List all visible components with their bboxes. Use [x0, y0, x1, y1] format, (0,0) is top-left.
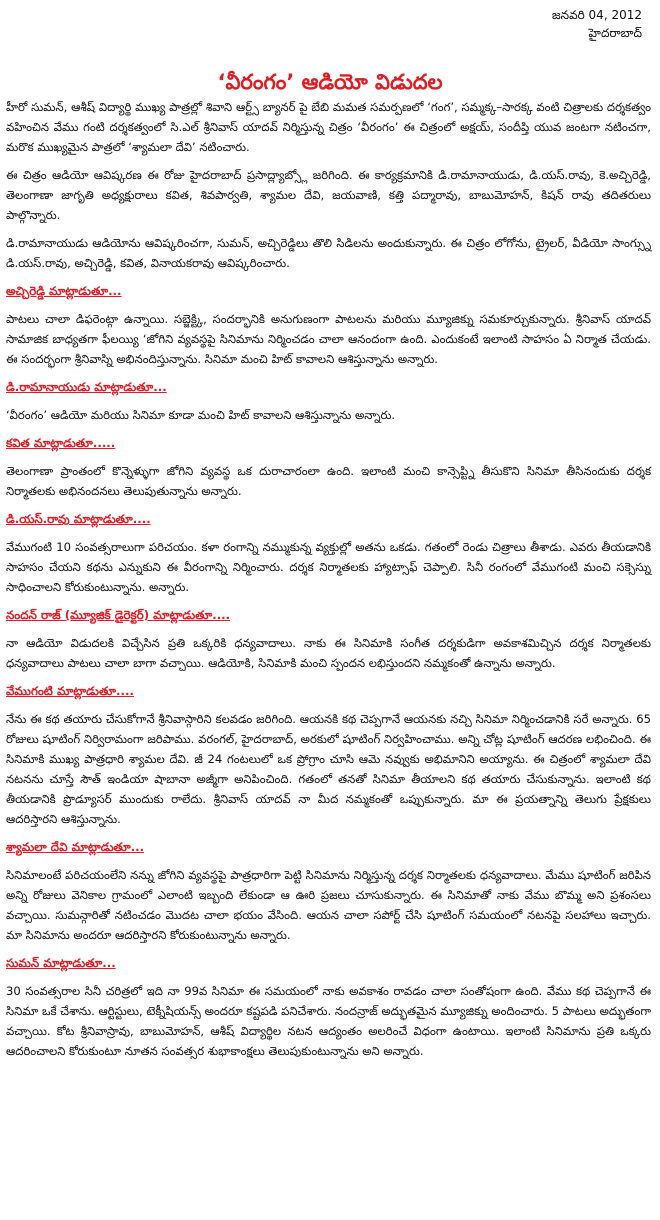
speaker-heading-text: శ్యామలా దేవి మాట్లాడుతూ...	[6, 840, 145, 854]
paragraph: హీరో సుమన్, ఆశీష్ విద్యార్థి ముఖ్య పాత్రల్లో శివాని ఆర్ట్స్ బ్యానర్ పై బేబి మమత సమర్పణలో ‘గంగ’, సమ్మక్క–సారక్క వంటి చిత్రాలకు దర్శకత్వం వహించిన వేము గంటి దర్శకత్వంలో సి.ఎల్ శ్రీనివాస్ యాదవ్ నిర్మిస్తున్న చిత్రం ‘వీరంగం’ ఈ చిత్రంలో అక్షయ్, సందీప్తి యువ జంటగా నటించగా, మరొక ముఖ్యమైన పాత్రలో ‘శ్యామలా దేవి’ నటించారు.	[6, 100, 651, 154]
paragraph: తెలంగాణా ప్రాంతంలో కొన్నెళ్ళుగా జోగిని వ్యవస్థ ఒక దురాచారంలా ఉంది. ఇలాంటి మంచి కాన్సెప్ట్ని తీసుకొని సినిమా తీసినందుకు దర్శక నిర్మాతలకు అభినందనలు తెలుపుతున్నాను అన్నారు.	[6, 464, 651, 498]
article-place: హైదరాబాద్	[588, 26, 642, 40]
paragraph: సినిమాలంటే పరిచయంలేని నన్ను జోగిని వ్యవస్థపై పాత్రధారిగా పెట్టి సినిమాను నిర్మిస్తున్న దర్శక నిర్మాతలకు ధన్యవాదాలు. మేము షూటింగ్ జరిపిన అన్ని రోజులు వెనికాల గ్రామంలో ఎలాంటి ఇబ్బంది లేకుండా ఆ ఊరి ప్రజలు చూసుకున్నారు. ఈ సినిమాతో నాకు వేము బొమ్మ అని ప్రశంసలు వచ్చాయి. సుమన్గారితో నటించడం మొదట చాలా భయం వేసింది. ఆయన చాలా సపోర్ట్ చేసి షూటింగ్ సమయంలో నటనపై సలహాలు ఇచ్చారు. మా సినిమాను అందరూ ఆదరిస్తారని కోరుకుంటున్నాను అన్నారు.	[6, 868, 651, 942]
speaker-heading	[6, 681, 651, 701]
paragraph: ‘వీరంగం’ ఆడియో మరియు సినిమా కూడా మంచి హిట్ కావాలని ఆశిస్తున్నాను అన్నారు.	[6, 408, 396, 422]
speaker-heading-text: నందన్ రాజ్ (మ్యూజిక్ డైరెక్టర్) మాట్లాడుతూ....	[6, 608, 231, 622]
article-body	[6, 97, 651, 1069]
speaker-heading	[6, 433, 651, 453]
speaker-heading-text: కవిత మాట్లాడుతూ.....	[6, 436, 116, 450]
speaker-heading	[6, 509, 651, 529]
article-title: ‘వీరంగం’ ఆడియో విడుదల	[217, 70, 443, 94]
article-date: జనవరి 04, 2012	[551, 8, 642, 22]
paragraph: డి.రామానాయుడు ఆడియోను ఆవిష్కరించగా, సుమన్, అచ్చిరెడ్డిలు తొలి సిడిలను అందుకున్నారు. ఈ చిత్రం లోగోను, ట్రైలర్, వీడియో సాంగ్స్ను డి.యస్.రావు, అచ్చిరెడ్డి, కవిత, వినాయకరావు ఆవిష్కరించారు.	[6, 236, 651, 270]
speaker-heading	[6, 837, 651, 857]
paragraph: నేను ఈ కథ తయారు చేసుకోగానే శ్రీనివాస్గారిని కలవడం జరిగింది. ఆయనకి కథ చెప్పగానే ఆయనకు నచ్చి సినిమా నిర్మించడానికి సరే అన్నారు. 65 రోజులు షూటింగ్ నిర్విరామంగా జరిపాము. వరంగల్, హైదరాబాద్, అరకులో షూటింగ్ నిర్వహించాము. అన్ని చోట్ల షూటింగ్ ఆదరణ లభించింది. ఈ సినిమాకి ముఖ్య పాత్రధారి శ్యామల దేవి. జీ 24 గంటలులో ఒక ప్రోగ్రాం చూసి ఆమె నవ్వుకు అభిమానిని అయ్యాను. ఈ చిత్రంలో శ్యామలా దేవి నటనను చూస్తే సౌత్ ఇండియా షాబానా అజ్మీగా అనిపించింది. గతంలో తనతో సినిమా తీయాలని కథ తయారు చేసుకున్నాను. ఇలాంటి కథ తీయడానికి ప్రొడ్యూసర్ ముందుకు రాలేదు. శ్రీనివాస్ యాదవ్ నా మీద నమ్మకంతో ఒప్పుకున్నారు. మా ఈ ప్రయత్నాన్ని తెలుగు ప్రేక్షకులు ఆదరిస్తారని ఆశిస్తున్నాను.	[6, 712, 651, 826]
paragraph: వేముగంటి 10 సంవత్సరాలుగా పరిచయం. కళా రంగాన్ని నమ్ముకున్న వ్యక్తుల్లో అతను ఒకడు. గతంలో రెండు చిత్రాలు తీశాడు. ఎవరు తీయడానికి సాహసం చేయని కథను ఎన్నుకుని ఈ వీరంగాన్ని నిర్మించారు. దర్శక నిర్మాతలకు హ్యాట్సాఫ్ చెప్పాలి. సినీ రంగంలో వేముగంటి మంచి సక్సెస్ను సాధించాలని కోరుకుంటున్నాను. అన్నారు.	[6, 540, 651, 594]
speaker-heading	[6, 281, 651, 301]
speaker-heading	[6, 377, 651, 397]
speaker-heading-text: సుమన్ మాట్లాడుతూ...	[6, 956, 116, 970]
speaker-heading-text: డి.యస్.రావు మాట్లాడుతూ....	[6, 512, 151, 526]
paragraph: పాటలు చాలా డిఫరెంట్గా ఉన్నాయి. సబ్జెక్ట్కి, సందర్భానికి అనుగుణంగా పాటలను మరియు మ్యూజిక్ను సమకూర్చుకున్నారు. శ్రీనివాస్ యాదవ్ సామాజిక బాధ్యతగా ఫీలయ్యి ‘జోగిని వ్యవస్థపై సినిమాను నిర్మించడం చాలా ఆనందంగా ఉంది. ఎందుకంటే ఇలాంటి సాహసం ఏ నిర్మాత చేయడు. ఈ సందర్భంగా శ్రీనివాస్ని అభినందిస్తున్నాను. సినిమా మంచి హిట్ కావాలని ఆశిస్తున్నాను అన్నారు.	[6, 312, 651, 366]
paragraph: నా ఆడియో విడుదలకి విచ్చేసిన ప్రతి ఒక్కరికి ధన్యవాదాలు. నాకు ఈ సినిమాకి సంగీత దర్శకుడిగా అవకాశమిచ్చిన దర్శక నిర్మాతలకు ధన్యవాదాలు పాటలు చాలా బాగా వచ్చాయి. ఆడియోకి, సినిమాకి మంచి స్పందన లభిస్తుందని నమ్మకంతో ఉన్నాను అన్నారు.	[6, 636, 651, 670]
header-meta	[552, 6, 642, 42]
paragraph: 30 సంవత్సరాల సినీ చరిత్రలో ఇది నా 99వ సినిమా ఈ సమయంలో నాకు అవకాశం రావడం చాలా సంతోషంగా ఉంది. వేము కథ చెప్పగానే ఈ సినిమా ఒకే చేశాను. ఆర్టిస్టులు, టెక్నీషియన్స్ అందరూ కష్టపడి పనిచేశారు. నందన్రాజ్ అద్భుతమైన మ్యూజిక్ను అందించారు. 5 పాటలు అద్భుతంగా వచ్చాయి. కోట శ్రీనివాస్రావు, బాబుమోహన్, ఆశీష్ విద్యార్థిల నటన ఆద్యంతం అలరించే విధంగా ఉంటాయి. ఇలాంటి సినిమాను ప్రతి ఒక్కరు ఆదరించాలని కోరుకుంటూ నూతన సంవత్సర శుభాకాంక్షలు తెలుపుకుంటున్నాను అని అన్నారు.	[6, 984, 651, 1058]
speaker-heading-text: అచ్చిరెడ్డి మాట్లాడుతూ...	[6, 284, 122, 298]
speaker-heading	[6, 953, 651, 973]
speaker-heading-text: వేముగంటి మాట్లాడుతూ....	[6, 684, 134, 698]
speaker-heading	[6, 605, 651, 625]
speaker-heading-text: డి.రామానాయుడు మాట్లాడుతూ...	[6, 380, 167, 394]
paragraph: ఈ చిత్రం ఆడియో ఆవిష్కరణ ఈ రోజు హైదరాబాద్ ప్రసాద్ల్యాబ్స్లో జరిగింది. ఈ కార్యక్రమానికి డి.రామానాయుడు, డి.యస్.రావు, కె.అచ్చిరెడ్డి, తెలంగాణా జాగృతి అధ్యక్షురాలు కవిత, శివపార్వతి, శ్యామల దేవి, జయవాణి, కత్తి పద్మారావు, బాబుమోహన్, కిషన్ రావు తదితరులు పాల్గొన్నారు.	[6, 168, 651, 222]
